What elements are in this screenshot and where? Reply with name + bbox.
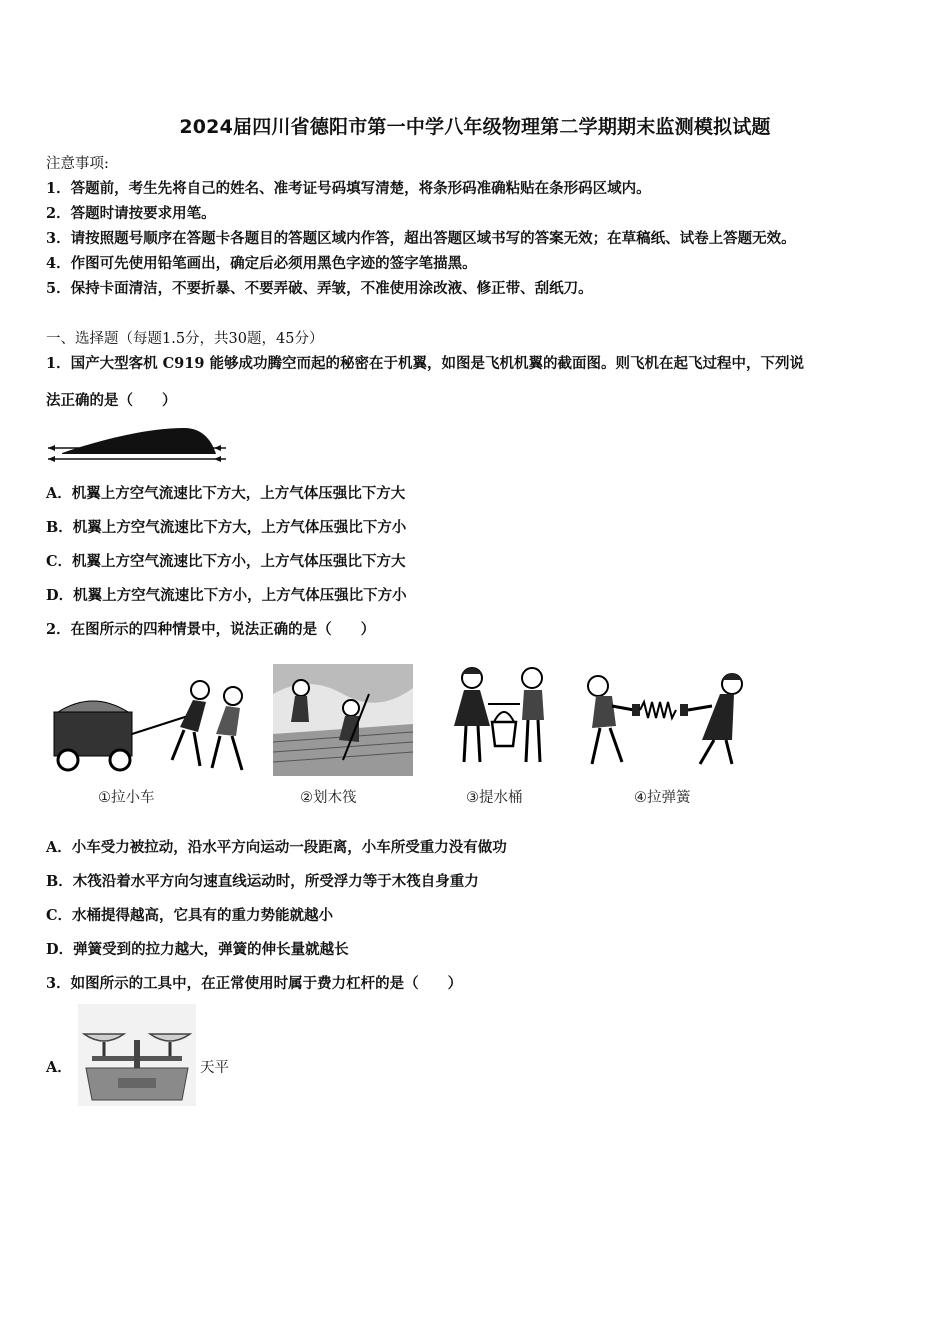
figure-caption-2: ②划木筏	[300, 790, 357, 806]
question-1-stem: 1．国产大型客机 C919 能够成功腾空而起的秘密在于机翼，如图是飞机机翼的截面图。则飞机在起飞过程中，下列说	[46, 355, 804, 372]
q1-option-b[interactable]: B．机翼上方空气流速比下方大，上方气体压强比下方小	[46, 519, 407, 536]
question-2-stem: 2．在图所示的四种情景中，说法正确的是（ ）	[46, 621, 376, 638]
q2-option-b[interactable]: B．木筏沿着水平方向匀速直线运动时，所受浮力等于木筏自身重力	[46, 873, 479, 890]
section-heading: 一、选择题（每题1.5分，共30题，45分）	[46, 331, 324, 347]
notice-item: 4．作图可先使用铅笔画出，确定后必须用黑色字迹的签字笔描黑。	[46, 255, 477, 272]
notice-item: 3．请按照题号顺序在答题卡各题目的答题区域内作答，超出答题区域书写的答案无效；在草稿纸、试卷上答题无效。	[46, 230, 796, 247]
spring-illustration	[582, 666, 746, 772]
q1-option-c[interactable]: C．机翼上方空气流速比下方小，上方气体压强比下方大	[46, 553, 406, 570]
question-1-stem-cont: 法正确的是（ ）	[46, 392, 177, 409]
balance-scale-image	[78, 1004, 196, 1106]
q1-option-d[interactable]: D．机翼上方空气流速比下方小，上方气体压强比下方小	[46, 587, 407, 604]
page-title: 2024届四川省德阳市第一中学八年级物理第二学期期末监测模拟试题	[179, 116, 771, 138]
notice-item: 5．保持卡面清洁，不要折暴、不要弄破、弄皱，不准使用涂改液、修正带、刮纸刀。	[46, 280, 593, 297]
notice-item: 1．答题前，考生先将自己的姓名、准考证号码填写清楚，将条形码准确粘贴在条形码区域内。	[46, 180, 651, 197]
q2-option-d[interactable]: D．弹簧受到的拉力越大，弹簧的伸长量就越长	[46, 941, 349, 958]
notice-heading: 注意事项:	[46, 156, 109, 172]
q3-option-a-label[interactable]: A．	[46, 1059, 72, 1076]
figure-caption-4: ④拉弹簧	[634, 790, 691, 806]
notice-item: 2．答题时请按要求用笔。	[46, 205, 216, 222]
figure-caption-1: ①拉小车	[98, 790, 155, 806]
pull-cart-illustration	[48, 672, 258, 778]
q1-option-a[interactable]: A．机翼上方空气流速比下方大，上方气体压强比下方大	[46, 485, 406, 502]
figure-caption-3: ③提水桶	[466, 790, 523, 806]
question-3-stem: 3．如图所示的工具中，在正常使用时属于费力杠杆的是（ ）	[46, 975, 463, 992]
q2-option-a[interactable]: A．小车受力被拉动，沿水平方向运动一段距离，小车所受重力没有做功	[46, 839, 507, 856]
raft-illustration	[273, 664, 413, 776]
q2-option-c[interactable]: C．水桶提得越高，它具有的重力势能就越小	[46, 907, 334, 924]
q3-option-a-text[interactable]: 天平	[200, 1060, 229, 1076]
bucket-illustration	[432, 664, 562, 772]
wing-cross-section-figure	[44, 424, 230, 464]
